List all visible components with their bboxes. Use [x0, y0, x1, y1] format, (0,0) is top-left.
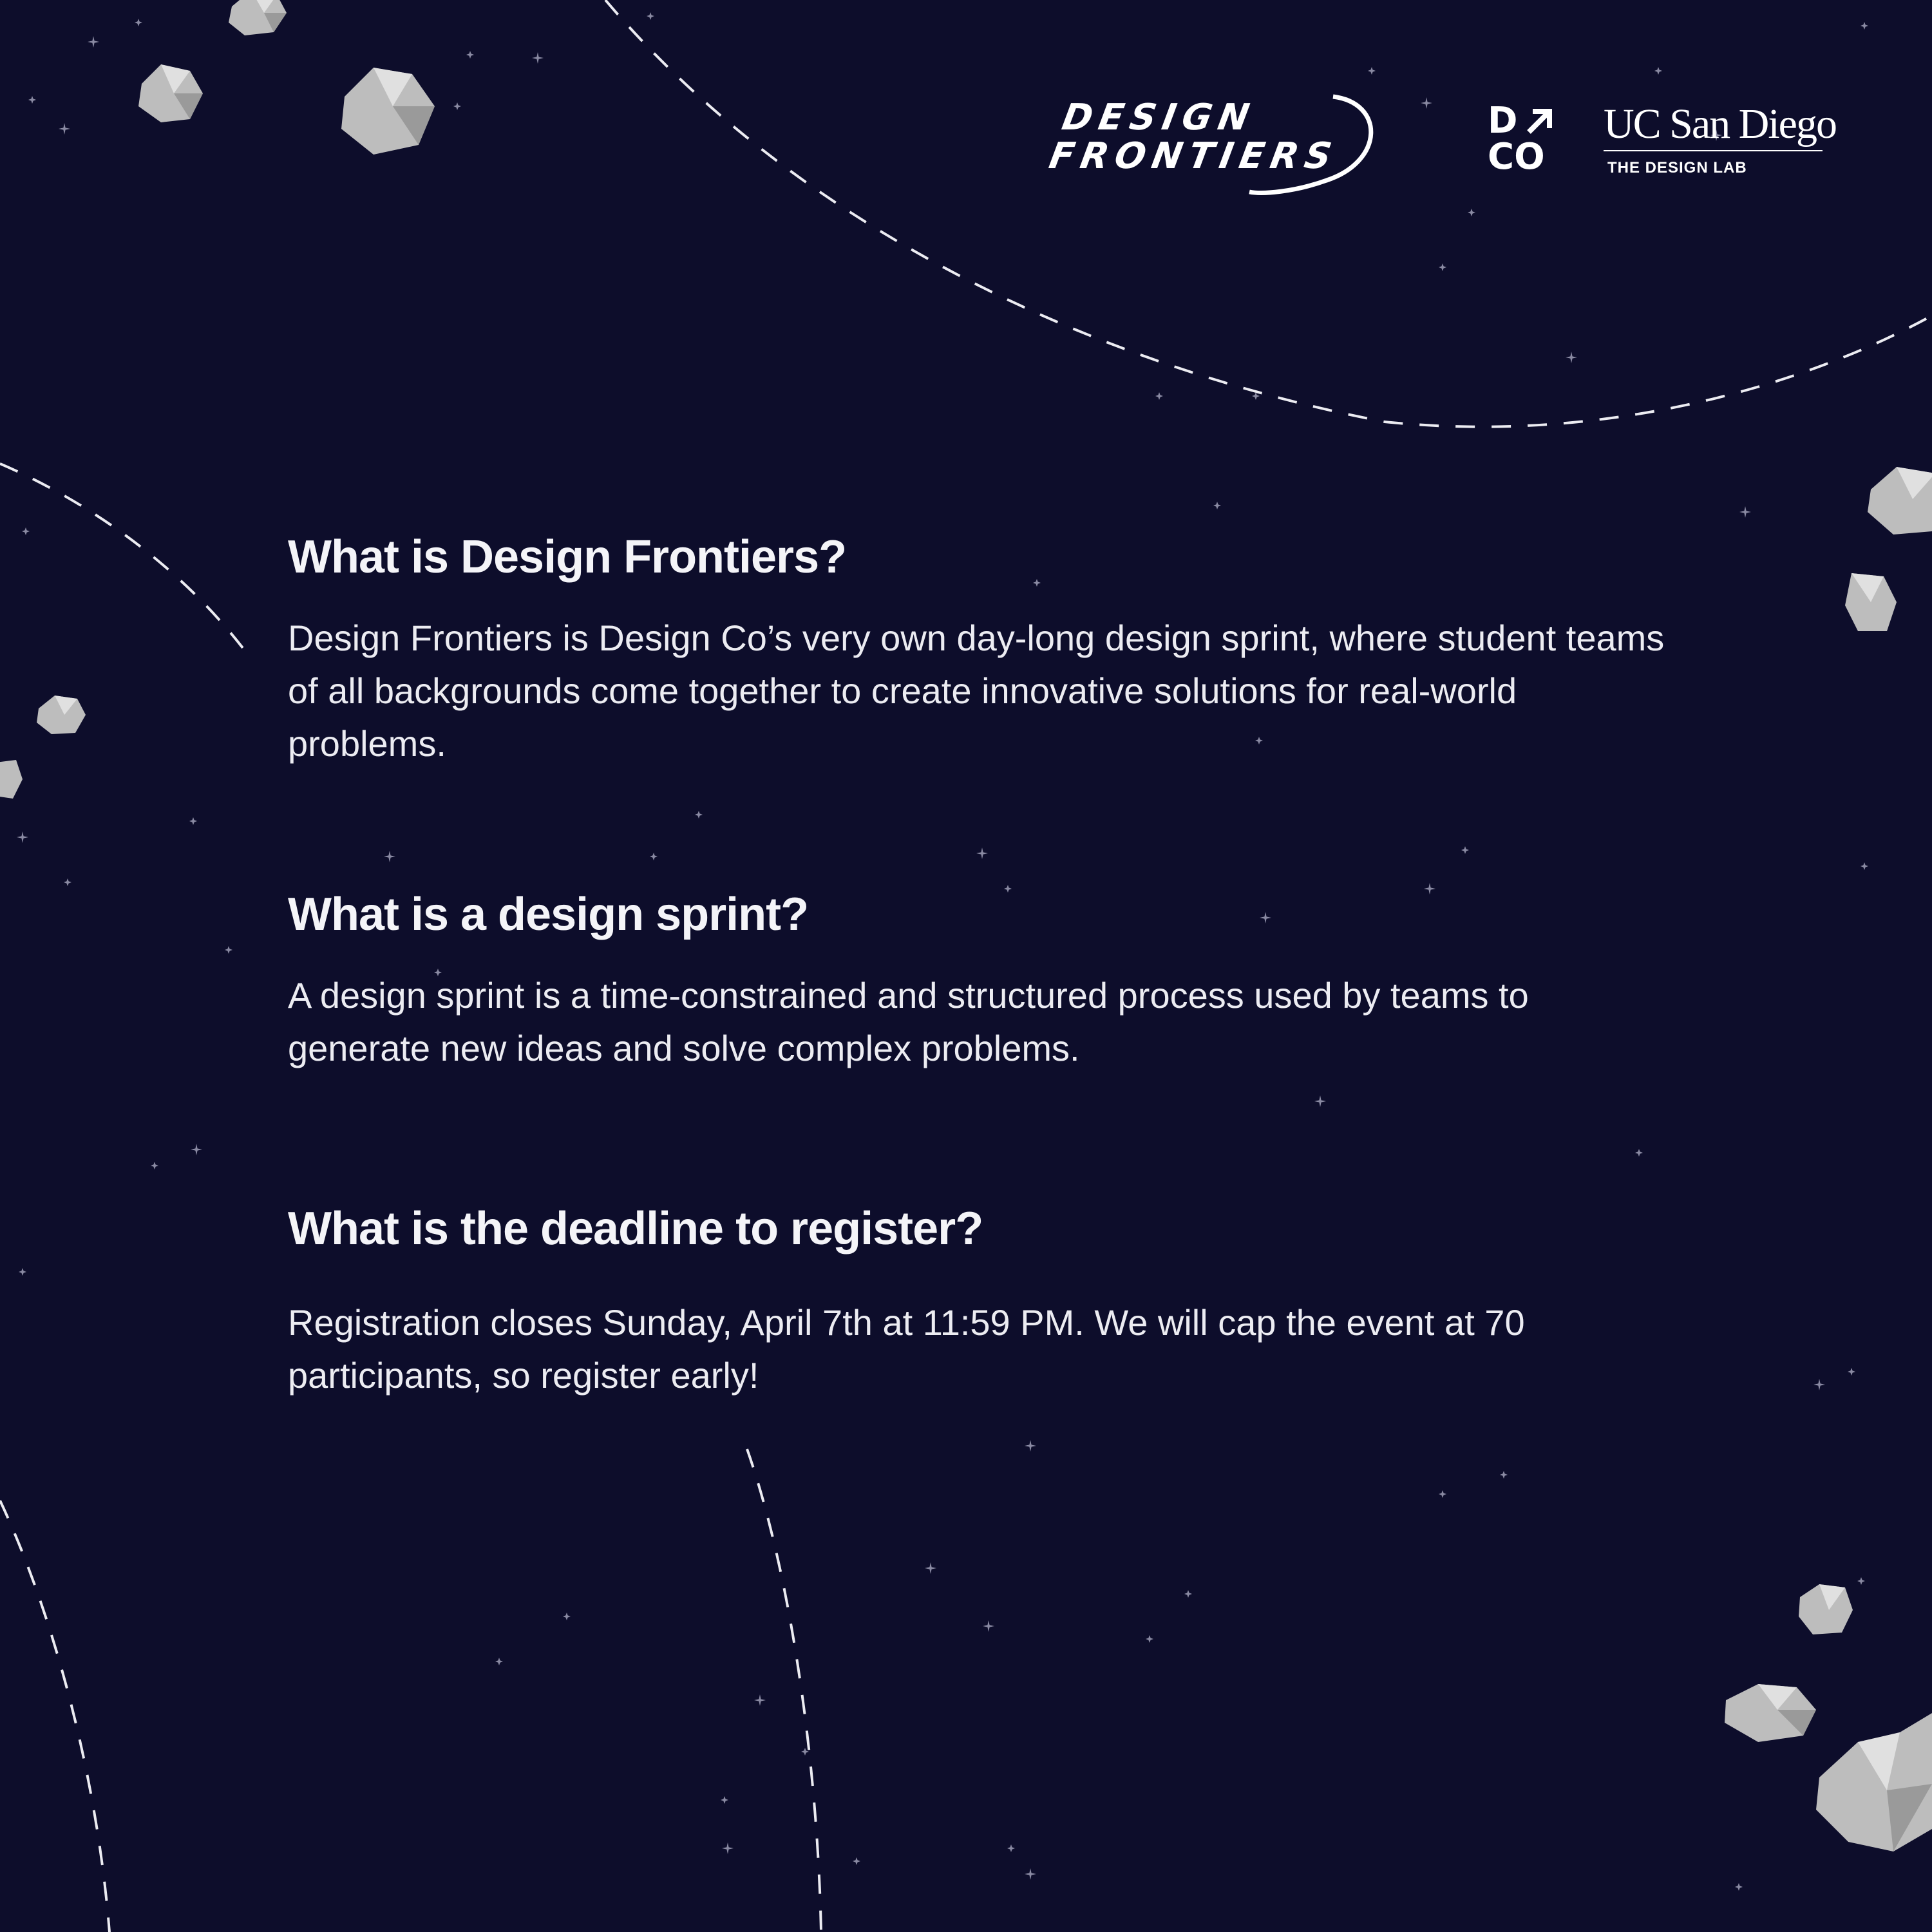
- asteroid-icon: [37, 696, 86, 734]
- star-icon: [1184, 1590, 1192, 1598]
- star-icon: [17, 831, 28, 843]
- design-frontiers-line2: FRONTIERS: [1046, 135, 1341, 177]
- star-icon: [650, 853, 658, 860]
- star-icon: [191, 1144, 202, 1155]
- star-icon: [721, 1796, 728, 1804]
- star-icon: [1368, 67, 1376, 75]
- arrow-up-right-icon: [1524, 105, 1556, 137]
- asteroid-icon: [138, 64, 203, 122]
- asteroid-icon: [1799, 1584, 1853, 1634]
- star-icon: [28, 96, 36, 104]
- star-icon: [466, 51, 474, 59]
- faq-item: [288, 1200, 1672, 1402]
- faq-question: What is Design Frontiers?: [288, 531, 847, 583]
- star-icon: [925, 1562, 936, 1574]
- star-icon: [1848, 1368, 1855, 1376]
- star-icon: [1461, 846, 1469, 854]
- asteroid-icon: [1868, 467, 1932, 535]
- star-icon: [983, 1620, 994, 1632]
- asteroid-icon: [1816, 1713, 1932, 1852]
- star-icon: [1439, 263, 1446, 271]
- faq-item: [288, 528, 1672, 770]
- star-icon: [135, 19, 142, 26]
- star-icon: [1735, 1883, 1743, 1891]
- ucsd-name: UC San Diego: [1604, 100, 1836, 147]
- orbit-path-bottom-left: [0, 1501, 109, 1932]
- star-icon: [1025, 1868, 1036, 1880]
- star-icon: [1654, 67, 1662, 75]
- star-icon: [1439, 1490, 1446, 1498]
- asteroid-icon: [1725, 1684, 1816, 1742]
- star-icon: [1468, 209, 1475, 216]
- star-icon: [1007, 1844, 1015, 1852]
- dco-letter-d: D: [1488, 100, 1518, 142]
- star-icon: [695, 811, 703, 819]
- faq-question: What is a design sprint?: [288, 889, 809, 940]
- star-icon: [1566, 352, 1577, 363]
- star-icon: [88, 36, 99, 48]
- star-icon: [189, 817, 197, 825]
- star-icon: [19, 1268, 26, 1276]
- orbit-path-bottom-center: [747, 1449, 821, 1932]
- star-icon: [1314, 1095, 1326, 1107]
- star-icon: [1025, 1440, 1036, 1452]
- ucsd-design-lab-logo: [1604, 100, 1836, 184]
- orbit-path-left: [0, 464, 245, 650]
- ucsd-lab-name: THE DESIGN LAB: [1607, 159, 1747, 176]
- asteroid-icon: [229, 0, 287, 35]
- dco-logo: [1488, 100, 1558, 180]
- star-icon: [1146, 1635, 1153, 1643]
- star-icon: [1814, 1379, 1825, 1390]
- asteroid-icon: [0, 760, 23, 799]
- star-icon: [1155, 392, 1163, 400]
- star-icon: [1857, 1577, 1865, 1585]
- star-icon: [1213, 502, 1221, 509]
- faq-question: What is the deadline to register?: [288, 1203, 983, 1255]
- asteroid-icon: [341, 68, 435, 155]
- star-icon: [225, 946, 232, 954]
- star-icon: [1500, 1471, 1508, 1479]
- star-icon: [151, 1162, 158, 1170]
- design-frontiers-logo: [1046, 90, 1462, 200]
- orbit-path-top: [605, 0, 1932, 427]
- dco-letters-co: CO: [1488, 136, 1545, 178]
- star-icon: [64, 878, 71, 886]
- faq-answer: Design Frontiers is Design Co’s very own day-long design sprint, where student teams of all backgrounds come together to create innovative solutions for real-world problems.: [288, 618, 1665, 764]
- faq-answer: Registration closes Sunday, April 7th at 11:59 PM. We will cap the event at 70 participants, so register early!: [288, 1302, 1525, 1396]
- star-icon: [976, 848, 988, 859]
- star-icon: [1861, 862, 1868, 870]
- star-icon: [722, 1842, 734, 1854]
- star-icon: [1861, 22, 1868, 30]
- star-icon: [532, 52, 544, 64]
- star-icon: [1739, 506, 1751, 518]
- design-frontiers-line1: DESIGN: [1059, 97, 1259, 138]
- star-icon: [647, 12, 654, 20]
- star-icon: [22, 527, 30, 535]
- star-icon: [384, 851, 395, 862]
- star-icon: [754, 1694, 766, 1706]
- ucsd-divider: [1604, 150, 1823, 151]
- star-icon: [59, 123, 70, 135]
- star-icon: [453, 102, 461, 110]
- faq-answer: A design sprint is a time-constrained and structured process used by teams to generate new ideas and solve complex problems.: [288, 975, 1529, 1068]
- star-icon: [1635, 1149, 1643, 1157]
- asteroid-icon: [1845, 573, 1897, 631]
- star-icon: [563, 1613, 571, 1620]
- faq-item: [288, 886, 1672, 1075]
- star-icon: [853, 1857, 860, 1865]
- star-icon: [495, 1658, 503, 1665]
